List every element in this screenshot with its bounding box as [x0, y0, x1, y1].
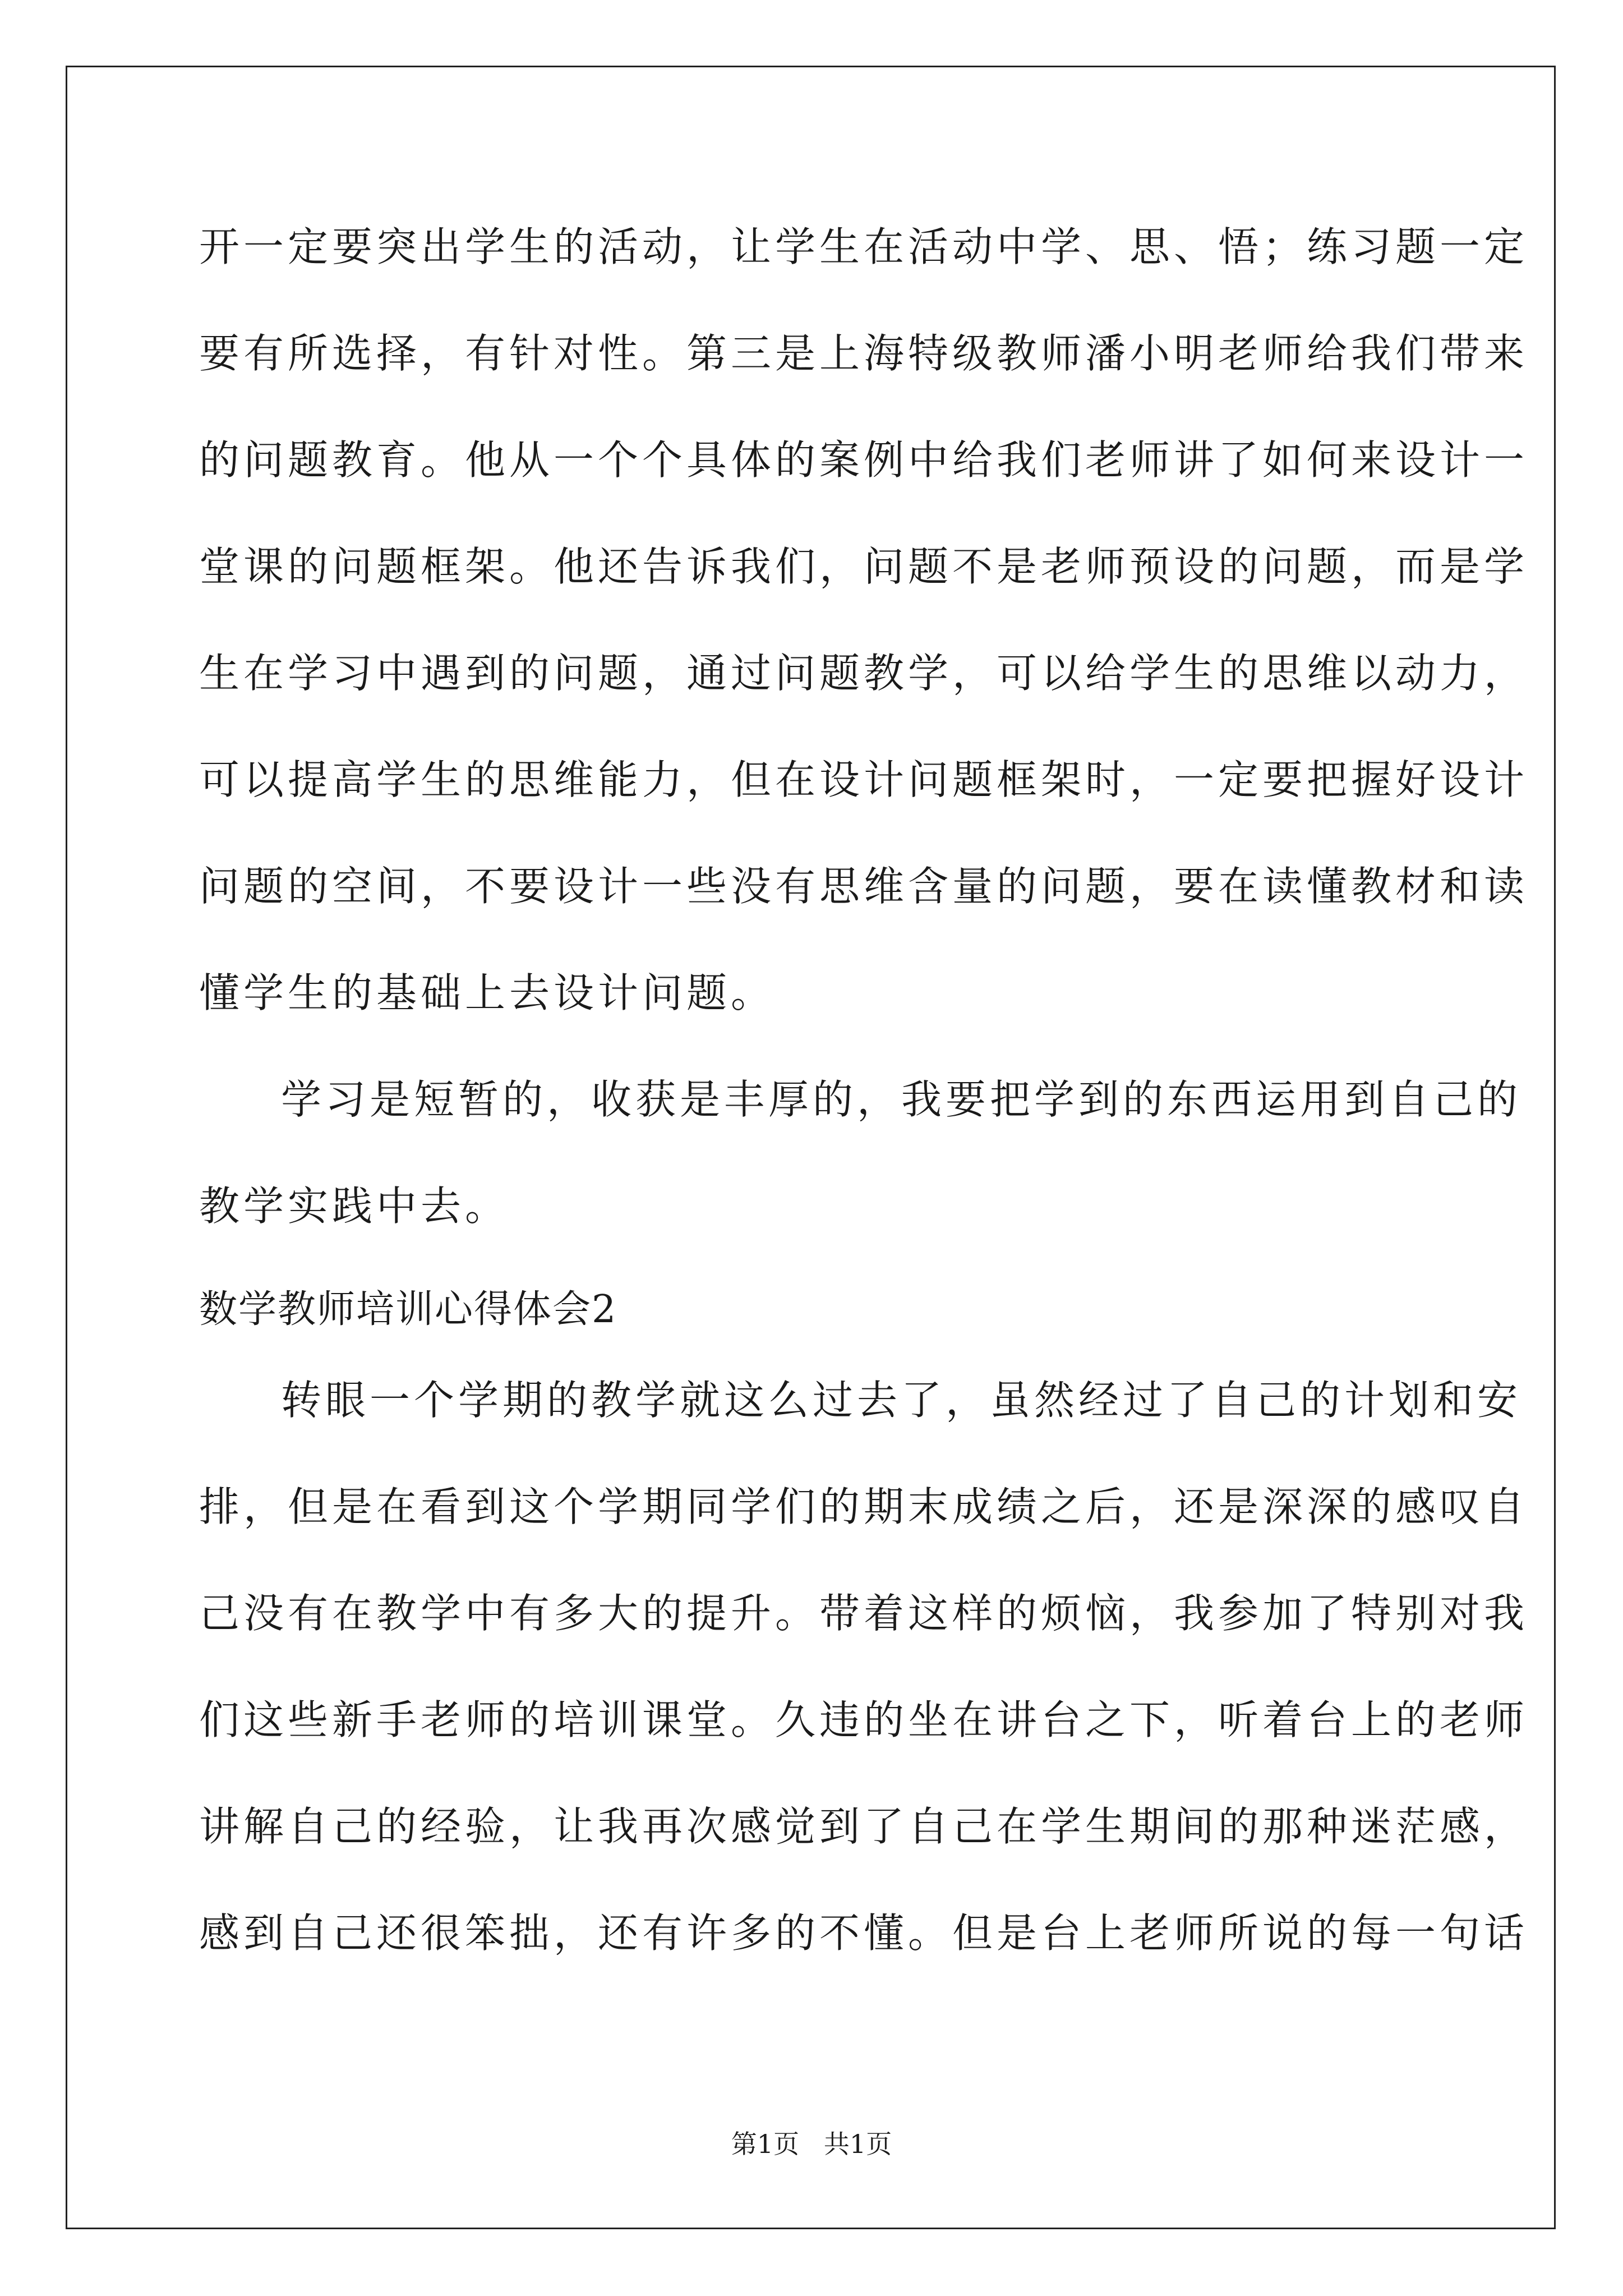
text-line: 己没有在教学中有多大的提升。带着这样的烦恼，我参加了特别对我 [199, 1590, 1529, 1637]
section-heading: 数学教师培训心得体会2 [199, 1287, 617, 1332]
paragraph [199, 1066, 1522, 1279]
text-line: 转眼一个学期的教学就这么过去了，虽然经过了自己的计划和安 [281, 1377, 1522, 1424]
paragraph [199, 1366, 1529, 2006]
text-line: 的问题教育。他从一个个具体的案例中给我们老师讲了如何来设计一 [199, 436, 1529, 484]
text-line: 讲解自己的经验，让我再次感觉到了自己在学生期间的那种迷茫感， [199, 1803, 1529, 1850]
paragraph [199, 213, 1529, 1066]
text-line: 要有所选择，有针对性。第三是上海特级教师潘小明老师给我们带来 [199, 330, 1529, 377]
text-line: 们这些新手老师的培训课堂。久违的坐在讲台之下，听着台上的老师 [199, 1696, 1529, 1743]
text-line: 堂课的问题框架。他还告诉我们，问题不是老师预设的问题，而是学 [199, 543, 1529, 590]
text-line: 问题的空间，不要设计一些没有思维含量的问题，要在读懂教材和读 [199, 863, 1529, 910]
text-line: 开一定要突出学生的活动，让学生在活动中学、思、悟；练习题一定 [199, 223, 1529, 270]
text-line: 感到自己还很笨拙，还有许多的不懂。但是台上老师所说的每一句话 [199, 1910, 1529, 1957]
page-number: 第1页 共1页 [731, 2129, 892, 2159]
document-body [199, 213, 1529, 2006]
text-line: 学习是短暂的，收获是丰厚的，我要把学到的东西运用到自己的 [281, 1076, 1522, 1123]
text-line: 可以提高学生的思维能力，但在设计问题框架时，一定要把握好设计 [199, 756, 1529, 803]
text-line: 懂学生的基础上去设计问题。 [199, 969, 776, 1016]
text-line: 排，但是在看到这个学期同学们的期末成绩之后，还是深深的感叹自 [199, 1483, 1529, 1530]
text-line: 生在学习中遇到的问题，通过问题教学，可以给学生的思维以动力， [199, 650, 1529, 697]
text-line: 教学实践中去。 [199, 1182, 510, 1230]
